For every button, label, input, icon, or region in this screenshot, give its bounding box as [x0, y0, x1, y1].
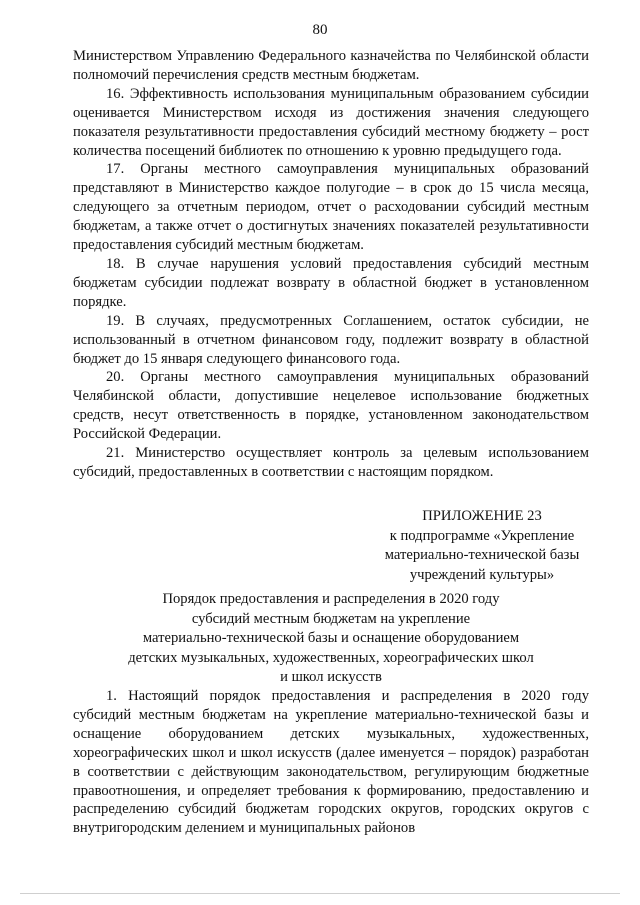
- appendix-line: учреждений культуры»: [409, 566, 555, 583]
- title-line: субсидий местным бюджетам на укрепление: [191, 610, 471, 627]
- body-text-top: [73, 47, 589, 482]
- paragraph-18: 18. В случае нарушения условий предоставления субсидий местным бюджетам субсидии подлежат возврату в областной бюджет в установленном порядке.: [73, 255, 589, 310]
- paragraph-17: 17. Органы местного самоуправления муниципальных образований представляют в Министерство каждое полугодие – в срок до 15 числа месяца, следующего за отчетным периодом, отчет о расходовании субсидий местным бюджетам, а также отчет о достигнутых значениях показателей результативности предоставления субсидий местным бюджетам.: [73, 161, 589, 254]
- page-number: 80: [312, 22, 328, 38]
- appendix-line: к подпрограмме «Укрепление: [389, 527, 575, 544]
- document-title: [73, 590, 589, 688]
- title-line: Порядок предоставления и распределения в 2020 году: [162, 591, 500, 607]
- paragraph-1: 1. Настоящий порядок предоставления и распределения в 2020 году субсидий местным бюджетам на укрепление материально-технической базы и оснащение оборудованием детских музыкальных, художественных, хореографических школ и школ искусств (далее именуется – порядок) разработан в соответствии с действующим законодательством, регулирующим бюджетные правоотношения, и определяет требования к формированию, предоставлению и распределению субсидий бюджетам городских округов, городских округов с внутригородским делением и муниципальных районов: [73, 688, 589, 837]
- appendix-line: материально-технической базы: [384, 547, 580, 563]
- paragraph-16: 16. Эффективность использования муниципальным образованием субсидии оценивается Министерством исходя из достижения значения следующего показателя результативности предоставления субсидий местному бюджету – рост количества посещений библиотек по отношению к уровню предыдущего года.: [73, 85, 589, 159]
- paragraph-21: 21. Министерство осуществляет контроль за целевым использованием субсидий, предоставленных в соответствии с настоящим порядком.: [73, 445, 589, 480]
- paragraph-20: 20. Органы местного самоуправления муниципальных образований Челябинской области, допустившие нецелевое использование бюджетных средств, несут ответственность в порядке, установленном законодательством Российской Федерации.: [73, 369, 589, 443]
- body-text-bottom: [73, 687, 589, 838]
- paragraph-continuation: Министерством Управлению Федерального казначейства по Челябинской области полномочий перечисления средств местным бюджетам.: [73, 48, 589, 83]
- title-line: и школ искусств: [280, 669, 382, 685]
- title-line: материально-технической базы и оснащение оборудованием: [142, 630, 520, 646]
- appendix-line: ПРИЛОЖЕНИЕ 23: [422, 508, 542, 524]
- title-line: детских музыкальных, художественных, хореографических школ: [128, 649, 534, 666]
- paragraph-19: 19. В случаях, предусмотренных Соглашением, остаток субсидии, не использованный в отчетном финансовом году, подлежит возврату в областной бюджет до 15 января следующего финансового года.: [73, 312, 589, 367]
- page-bottom-rule: [20, 893, 620, 894]
- appendix-header: [370, 507, 594, 585]
